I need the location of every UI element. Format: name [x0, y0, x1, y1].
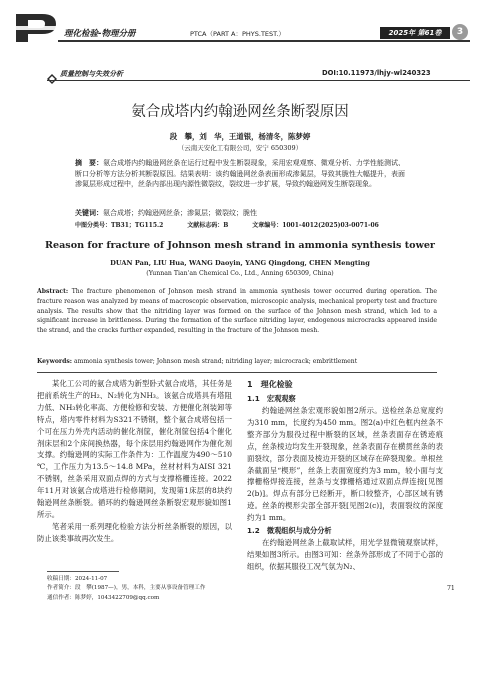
section-heading-1-2: 1.2 微观组织与成分分析	[247, 526, 332, 536]
year-issue-badge: 2025年 第61卷	[380, 27, 450, 39]
footnote-author-bio: 作者简介：段 攀(1987—)，男，本科，主要从事设备管理工作	[47, 585, 206, 592]
article-title-en: Reason for fracture of Johnson mesh strand in ammonia synthesis tower	[45, 240, 435, 251]
abstract-cn-text: 氨合成塔内约翰逊网丝条在运行过程中发生断裂现象，采用宏观观察、微观分析、力学性能测试、断口分析等方法分析其断裂原因。结果表明：该约翰逊网丝条表面形成渗氮层，导致其脆性大幅提升，表面渗氮层形成过程中，丝条内部出现内源性微裂纹，裂纹进一步扩展，导致约翰逊网发生断裂现象。	[75, 159, 406, 188]
classification-line	[75, 221, 405, 230]
journal-name: 理化检验-物理分册	[64, 29, 136, 39]
keywords-en	[37, 357, 437, 367]
column-name: 质量控制与失效分析	[60, 70, 123, 78]
footnote-received: 收稿日期：2024-11-07	[47, 576, 108, 582]
doi: DOI:10.11973/lhjy-wl240323	[322, 69, 431, 77]
abstract-divider	[37, 372, 437, 373]
right-column-body	[247, 378, 443, 573]
footnote-rule	[47, 571, 119, 572]
subheader-rule	[47, 80, 470, 81]
affiliation-en: (Yunnan Tian'an Chemical Co., Ltd., Anning 650309, China)	[146, 270, 334, 277]
body-paragraph	[247, 405, 443, 524]
abstract-en-text: The fracture phenomenon of Johnson mesh strand in ammonia synthesis tower occurred during operation. The fracture reason was analyzed by means of macroscopic observation, microscopic analysis, mechanical property test and fracture analysis. The results show that the nitriding layer was formed on the surface of the Johnson mesh strand, which led to a significant increase in brittleness. During the formation of the surface nitriding layer, endogenous microcracks appeared inside the strand, and the cracks further expanded, resulting in the fracture of the Johnson mesh.	[37, 288, 437, 335]
issue-number-badge: 3	[452, 24, 468, 40]
paragraph-text: 约翰逊网丝条宏观形貌如图2所示。送检丝条总宽度约为310 mm，长度约为450 mm。图2(a)中红色框内丝条不整齐部分为服役过程中断裂的区域，丝条表面存在锈迹痕点，丝条棱边均发生开裂现象，丝条表面存在横贯丝条的表面裂纹，部分表面及棱边开裂的区域存在碎裂现象。单根丝条截面呈“楔形”，丝条上表面宽度约为3 mm，较小面与支撑栅格焊接连接，丝条与支撑栅格通过双面点焊连接[见图2(b)]。焊点有部分已经断开，断口较整齐，心部区域有锈迹。丝条的楔形尖部全部开裂[见图2(c)]，表面裂纹的深度约为1 mm。	[247, 406, 443, 523]
journal-logo-icon	[12, 10, 60, 44]
body-paragraph: 笔者采用一系列理化检验方法分析丝条断裂的原因，以防止该类事故再次发生。	[37, 521, 232, 543]
left-column-body	[37, 378, 232, 545]
keywords-en-label: Keywords:	[37, 358, 73, 365]
keywords-cn	[75, 208, 405, 219]
abstract-en	[37, 287, 437, 336]
document-code: 文献标志码：B	[187, 222, 229, 229]
keywords-en-text: ammonia synthesis tower; Johnson mesh strand; nitriding layer; microcrack; embrittlement	[73, 358, 358, 365]
paragraph-text: 在约翰逊网丝条上截取试样，用光学显微镜观察试样，结果如图3所示。由图3可知：丝条外部形成了不同于心部的组织，依据其服役工况气氛为N₂、	[247, 538, 443, 571]
authors-cn: 段 攀，刘 华，王道银，杨清冬，陈梦婷	[169, 132, 311, 141]
keywords-cn-label: 关键词：	[75, 209, 103, 217]
body-paragraph: 某化工公司的氨合成塔为新型卧式氨合成塔，其任务是把前系统生产的H₂、N₂转化为NH₃。该氨合成塔具有塔阻力低、NH₃转化率高、方便检修和安装、方便催化剂装卸等特点，塔内零件材料为S321不锈钢，整个氨合成塔包括一个可在压力外壳内活动的催化剂筐，催化剂筐包括4个催化剂床层和2个床间换热器，每个床层用约翰逊网作为催化剂支撑。约翰逊网的实际工作条件为：工作温度为490～510 ℃，工作压力为13.5～14.8 MPa，丝材材料为AISI 321不锈钢，丝条采用双面点焊的方式与支撑格栅连接。2022年11月对该氨合成塔进行检修期间，发现第1床层的8块约翰逊网丝条断裂。循环的约翰逊网丝条断裂宏观形貌如图1所示。	[37, 379, 232, 519]
clc-number: 中图分类号：TB31；TG115.2	[75, 222, 164, 229]
section-heading-1: 1 理化检验	[247, 380, 293, 389]
affiliation-cn: （云南天安化工有限公司，安宁 650309）	[177, 144, 303, 152]
abstract-cn	[75, 158, 405, 190]
keywords-cn-text: 氨合成塔；约翰逊网丝条；渗氮层；微裂纹；脆性	[103, 209, 257, 217]
page-number: 71	[447, 585, 455, 592]
section-heading-1-1: 1.1 宏观观察	[247, 394, 296, 403]
article-title-cn: 氨合成塔内约翰逊网丝条断裂原因	[131, 104, 349, 120]
abstract-en-label: Abstract:	[37, 288, 69, 295]
footnote-corresponding: 通信作者：陈梦婷，1043422709@qq.com	[47, 594, 160, 601]
authors-en: DUAN Pan, LIU Hua, WANG Daoyin, YANG Qingdong, CHEN Mengting	[110, 259, 370, 267]
footnotes	[47, 575, 237, 603]
body-paragraph	[247, 537, 443, 573]
article-number: 文章编号：1001-4012(2025)03-0071-06	[252, 222, 379, 229]
abstract-cn-label: 摘 要：	[75, 159, 104, 167]
journal-center-title: PTCA（PART A：PHYS.TEST.）	[190, 30, 285, 38]
column-marker-icon	[47, 69, 57, 79]
